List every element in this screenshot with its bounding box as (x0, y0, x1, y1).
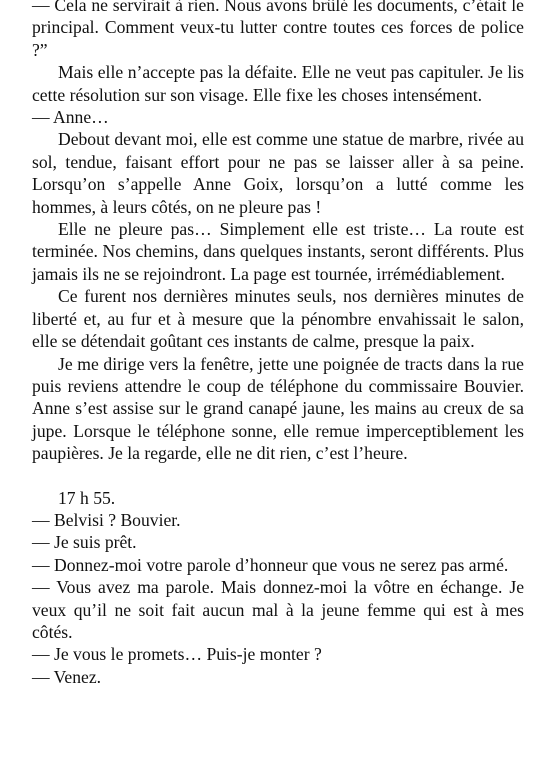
paragraph: Elle ne pleure pas… Simplement elle est triste… La route est terminée. Nos chemins, dans quelques instants, seront différents. Plus jamais ils ne se rejoindront. La page est tournée, irrémédiablement. (32, 219, 524, 284)
paragraph: Debout devant moi, elle est comme une statue de marbre, rivée au sol, tendue, faisant effort pour ne pas se laisser aller à sa peine. Lorsqu’on s’appelle Anne Goix, lorsqu’on a lutté comme les hommes, à leurs côtés, on ne pleure pas ! (32, 129, 524, 217)
paragraph: Ce furent nos dernières minutes seuls, nos dernières minutes de liberté et, au fur et à mesure que la pénombre envahissait le salon, elle se détendait goûtant ces instants de calme, presque la paix. (32, 286, 524, 352)
book-page (32, 0, 524, 688)
paragraph: — Venez. (32, 666, 102, 687)
paragraph: Mais elle n’accepte pas la défaite. Elle ne veut pas capituler. Je lis cette résolution sur son visage. Elle fixe les choses intensément. (32, 62, 524, 105)
paragraph: — Donnez-moi votre parole d’honneur que vous ne serez pas armé. (32, 554, 509, 575)
paragraph: — Belvisi ? Bouvier. (32, 509, 181, 530)
paragraph: Je me dirige vers la fenêtre, jette une poignée de tracts dans la rue puis reviens attendre le coup de téléphone du commissaire Bouvier. Anne s’est assise sur le grand canapé jaune, les mains au creux de sa jupe. Lorsque le téléphone sonne, elle remue imperceptiblement les paupières. Je la regarde, elle ne dit rien, c’est l’heure. (32, 353, 524, 464)
paragraph: — Je suis prêt. (32, 532, 137, 553)
paragraph: — Cela ne servirait à rien. Nous avons brûlé les documents, c’était le principal. Comment veux-tu lutter contre toutes ces forces de police ?” (32, 0, 524, 60)
section-gap (32, 465, 524, 487)
paragraph: — Je vous le promets… Puis-je monter ? (32, 644, 322, 665)
paragraph: — Anne… (32, 107, 109, 128)
paragraph: 17 h 55. (58, 487, 116, 508)
paragraph: — Vous avez ma parole. Mais donnez-moi la vôtre en échange. Je veux qu’il ne soit fait aucun mal à la jeune femme qui est à mes côtés. (32, 577, 524, 642)
